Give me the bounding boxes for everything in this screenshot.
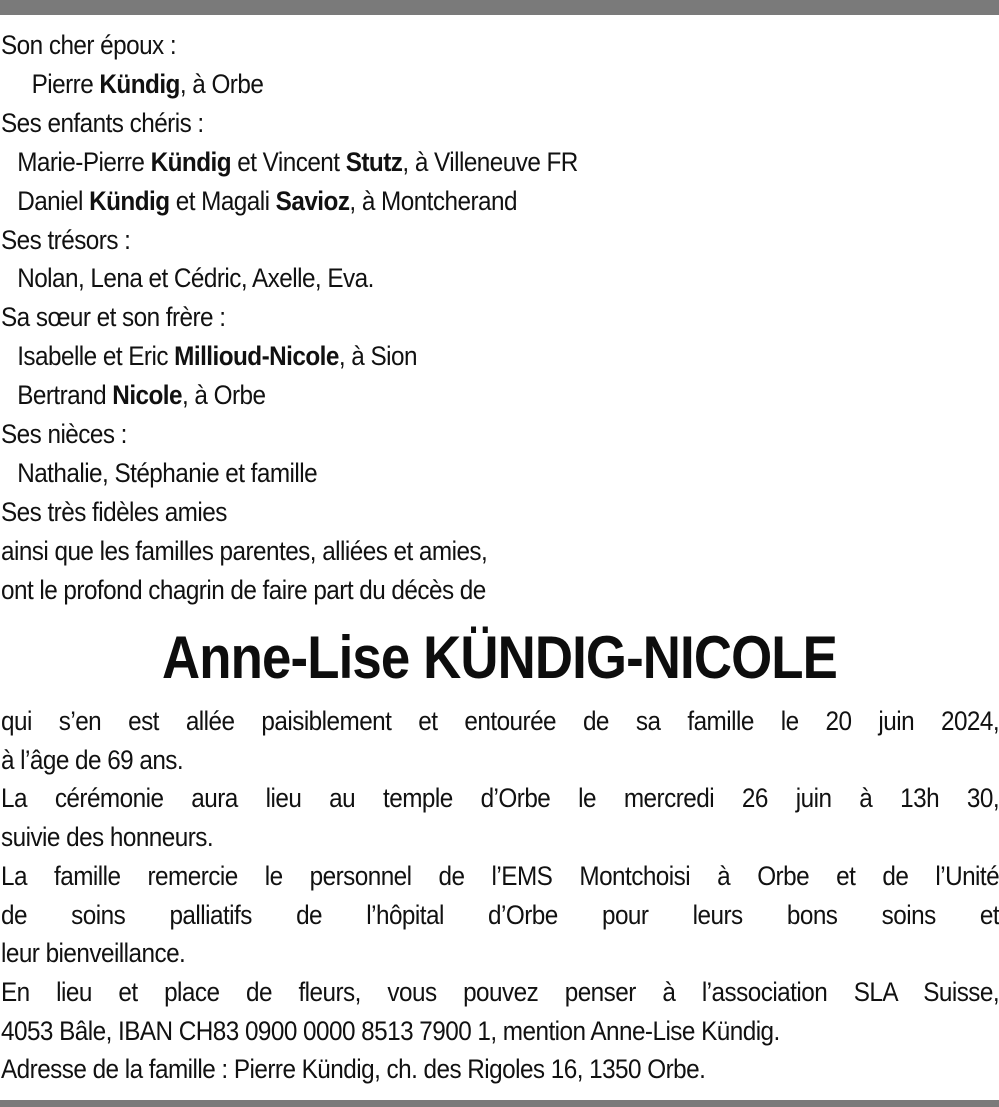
family-list [1,26,991,610]
sibling-entry: Isabelle et Eric Millioud-Nicole, à Sion [17,341,417,372]
siblings-heading: Sa sœur et son frère : [1,302,226,333]
deceased-name: Anne-Lise KÜNDIG-NICOLE [162,624,837,691]
sibling-entry: Bertrand Nicole, à Orbe [17,380,266,411]
child-entry: Marie-Pierre Kündig et Vincent Stutz, à Villeneuve FR [17,146,578,177]
grandchildren-heading: Ses trésors : [1,224,131,255]
nieces-heading: Ses nièces : [1,419,127,450]
friends-line: Ses très fidèles amies [1,496,227,527]
top-rule [0,0,999,15]
bottom-rule [0,1100,999,1107]
relatives-line: ainsi que les familles parentes, alliées et amies, [1,535,488,566]
passing-paragraph: qui s’en est allée paisiblement et entourée de sa famille le 20 juin 2024, à l’âge de 69 ans. [1,706,999,775]
child-entry: Daniel Kündig et Magali Savioz, à Montcherand [17,185,517,216]
donation-paragraph: En lieu et place de fleurs, vous pouvez penser à l’association SLA Suisse, 4053 Bâle, IBAN CH83 0900 0000 8513 7900 1, mention Anne-Lise Kündig. [1,976,999,1046]
children-heading: Ses enfants chéris : [1,107,204,138]
address-paragraph: Adresse de la famille : Pierre Kündig, ch. des Rigoles 16, 1350 Orbe. [1,1054,706,1085]
spouse-entry: Pierre Kündig, à Orbe [31,68,264,99]
spouse-heading: Son cher époux : [1,30,177,60]
details-text [1,702,999,1089]
nieces-entry: Nathalie, Stéphanie et famille [17,457,318,488]
grandchildren-entry: Nolan, Lena et Cédric, Axelle, Eva. [17,263,374,294]
announcement-line: ont le profond chagrin de faire part du décès de [1,574,486,605]
ceremony-paragraph: La cérémonie aura lieu au temple d’Orbe le mercredi 26 juin à 13h 30, suivie des honneurs. [1,783,999,853]
thanks-paragraph: La famille remercie le personnel de l’EMS Montchoisi à Orbe et de l’Unité de soins palliatifs de l’hôpital d’Orbe pour leurs bons soins et leur bienveillance. [1,860,999,969]
